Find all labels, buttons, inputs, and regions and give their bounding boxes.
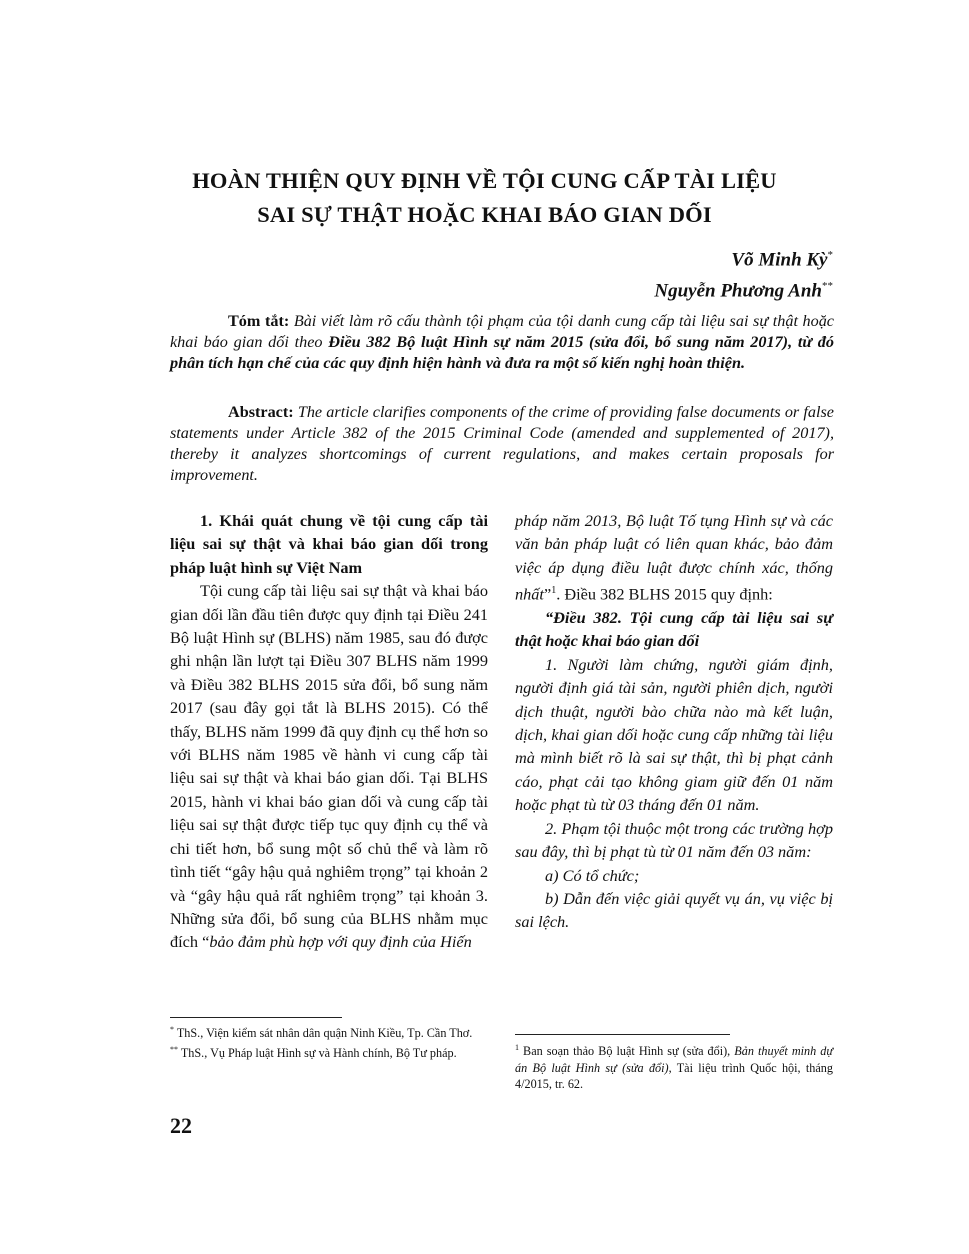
abstract-english: Abstract: The article clarifies components of the crime of providing false documents or false statements under Article 382 of the 2015 Criminal Code (amended and supplemented of 2017), thereby it analyzes shortcomings of current regulations, and makes certain proposals for improvement. xyxy=(170,403,834,484)
article-title-line-1: HOÀN THIỆN QUY ĐỊNH VỀ TỘI CUNG CẤP TÀI LIỆU xyxy=(192,168,777,193)
law-clause-2: 2. Phạm tội thuộc một trong các trường hợp sau đây, thì bị phạt tù từ 01 năm đến 03 năm: xyxy=(515,818,833,862)
footnote-author-2: ** ThS., Vụ Pháp luật Hình sự và Hành chính, Bộ Tư pháp. xyxy=(170,1044,457,1060)
section-heading: 1. Khái quát chung về tội cung cấp tài liệu sai sự thật và khai báo gian dối trong pháp luật hình sự Việt Nam xyxy=(170,511,488,577)
footnote-ref-1: 1 xyxy=(551,585,557,597)
law-item-a: a) Có tổ chức; xyxy=(545,865,640,885)
footnote-separator-right xyxy=(515,1034,730,1035)
author-2: Nguyễn Phương Anh** xyxy=(654,280,833,302)
page-number: 22 xyxy=(170,1113,192,1138)
footnote-1: $^1$ Ban soạn thảo Bộ luật Hình sự (sửa đổi), Bản thuyết minh dự án Bộ luật Hình sự (sửa đổi), Tài liệu trình Quốc hội, tháng 4/2015, tr. 62. xyxy=(515,1043,834,1092)
left-column xyxy=(170,509,488,954)
right-column xyxy=(515,509,833,934)
footnotes-left xyxy=(170,1022,488,1061)
author-list xyxy=(654,242,833,305)
law-article-title: “Điều 382. Tội cung cấp tài liệu sai sự thật hoặc khai báo gian dối xyxy=(515,608,833,651)
footnote-separator-left xyxy=(170,1017,342,1018)
summary-vietnamese: Tóm tắt: Bài viết làm rõ cấu thành tội phạm của tội danh cung cấp tài liệu sai sự thật hoặc khai báo gian dối theo Điều 382 Bộ luật Hình sự năm 2015 (sửa đổi, bổ sung năm 2017), từ đó phân tích hạn chế của các quy định hiện hành và đưa ra một số kiến nghị hoàn thiện. xyxy=(170,312,834,372)
article-title-line-2: SAI SỰ THẬT HOẶC KHAI BÁO GIAN DỐI xyxy=(257,202,712,227)
author-1: Võ Minh Kỳ* xyxy=(731,249,833,271)
intro-paragraph: Tội cung cấp tài liệu sai sự thật và khai báo gian dối lần đầu tiên được quy định tại Điều 241 Bộ luật Hình sự (BLHS) năm 1985, sau đó được ghi nhận lần lượt tại Điều 307 BLHS năm 1999 và Điều 382 BLHS 2015 sửa đổi, bổ sung năm 2017 (sau đây gọi tắt là BLHS 2015). Có thể thấy, BLHS năm 1999 đã quy định cụ thể hơn so với BLHS năm 1985 về hành vi cung cấp tài liệu sai sự thật và khai báo gian dối. Tại BLHS 2015, hành vi khai báo gian dối và cung cấp tài liệu sai sự thật được tiếp tục quy định cụ thể và chi tiết hơn, bổ sung một số chủ thể và làm rõ tình tiết “gây hậu quả nghiêm trọng” tại khoản 2 và “gây hậu quả rất nghiêm trọng” tại khoản 3. Những sửa đổi, bổ sung của BLHS nhằm mục đích “bảo đảm phù hợp với quy định của Hiến xyxy=(170,581,488,952)
law-item-b: b) Dẫn đến việc giải quyết vụ án, vụ việc bị sai lệch. xyxy=(515,888,833,932)
footnote-author-1: * ThS., Viện kiểm sát nhân dân quận Ninh Kiều, Tp. Cần Thơ. xyxy=(170,1025,473,1041)
quote-continuation: pháp năm 2013, Bộ luật Tố tụng Hình sự và các văn bản pháp luật có liên quan khác, bảo đảm việc áp dụng điều luật được chính xác, thống nhất”$^1$. Điều 382 BLHS 2015 quy định: xyxy=(515,511,833,604)
law-clause-1: 1. Người làm chứng, người giám định, người định giá tài sản, người phiên dịch, người dịch thuật, người bào chữa nào mà kết luận, dịch, khai gian dối hoặc cung cấp những tài liệu mà mình biết rõ là sai sự thật, thì bị phạt cảnh cáo, phạt cải tạo không giam giữ đến 01 năm hoặc phạt tù từ 03 tháng đến 01 năm. xyxy=(515,654,833,815)
